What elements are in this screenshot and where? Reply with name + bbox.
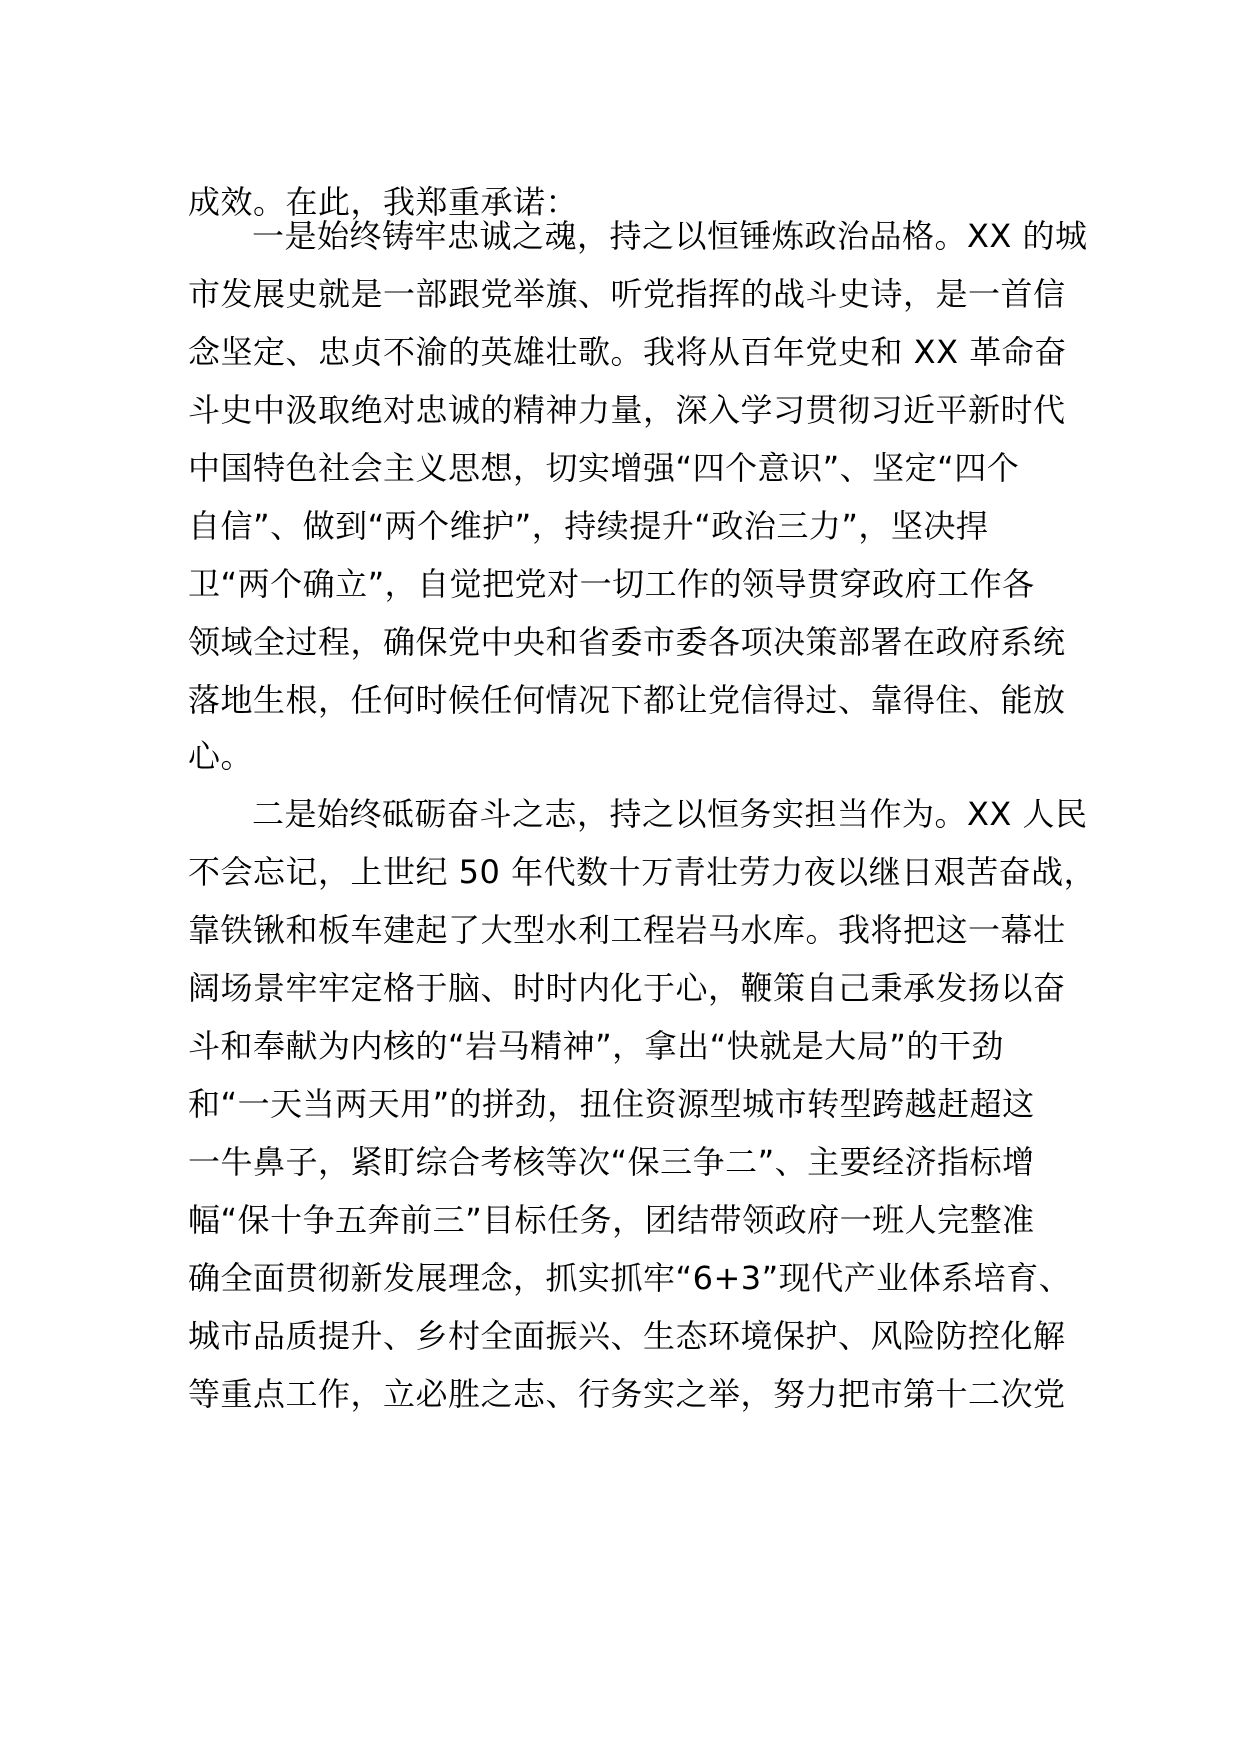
text-line: 城市品质提升、乡村全面振兴、生态环境保护、风险防控化解 bbox=[188, 1317, 1066, 1355]
text-line: 自信”、做到“两个维护”，持续提升“政治三力”，坚决捍 bbox=[188, 507, 989, 545]
text-line: 心。 bbox=[188, 737, 254, 775]
text-line: 领域全过程，确保党中央和省委市委各项决策部署在政府系统 bbox=[188, 623, 1066, 661]
text-line: 一牛鼻子，紧盯综合考核等次“保三争二”、主要经济指标增 bbox=[188, 1143, 1035, 1181]
text-line: 阔场景牢牢定格于脑、时时内化于心，鞭策自己秉承发扬以奋 bbox=[188, 969, 1066, 1007]
text-line: 斗史中汲取绝对忠诚的精神力量，深入学习贯彻习近平新时代 bbox=[188, 391, 1066, 429]
text-line: 确全面贯彻新发展理念，抓实抓牢“6+3”现代产业体系培育、 bbox=[188, 1259, 1072, 1297]
text-line: 成效。在此，我郑重承诺： bbox=[188, 183, 579, 221]
paragraph-2-start: 二是始终砥砺奋斗之志，持之以恒务实担当作为。XX 人民 bbox=[252, 795, 1088, 833]
text-line: 和“一天当两天用”的拼劲，扭住资源型城市转型跨越赶超这 bbox=[188, 1085, 1035, 1123]
text-line: 幅“保十争五奔前三”目标任务，团结带领政府一班人完整准 bbox=[188, 1201, 1035, 1239]
text-line: 中国特色社会主义思想，切实增强“四个意识”、坚定“四个 bbox=[188, 449, 1020, 487]
text-line: 卫“两个确立”，自觉把党对一切工作的领导贯穿政府工作各 bbox=[188, 565, 1035, 603]
text-line: 靠铁锹和板车建起了大型水利工程岩马水库。我将把这一幕壮 bbox=[188, 911, 1066, 949]
text-line: 不会忘记，上世纪 50 年代数十万青壮劳力夜以继日艰苦奋战， bbox=[188, 853, 1097, 891]
text-line: 等重点工作，立必胜之志、行务实之举，努力把市第十二次党 bbox=[188, 1375, 1066, 1413]
text-line: 落地生根，任何时候任何情况下都让党信得过、靠得住、能放 bbox=[188, 681, 1066, 719]
text-line: 市发展史就是一部跟党举旗、听党指挥的战斗史诗，是一首信 bbox=[188, 275, 1066, 313]
paragraph-1-start: 一是始终铸牢忠诚之魂，持之以恒锤炼政治品格。XX 的城 bbox=[252, 217, 1088, 255]
text-line: 斗和奉献为内核的“岩马精神”，拿出“快就是大局”的干劲 bbox=[188, 1027, 1004, 1065]
text-line: 念坚定、忠贞不渝的英雄壮歌。我将从百年党史和 XX 革命奋 bbox=[188, 333, 1067, 371]
